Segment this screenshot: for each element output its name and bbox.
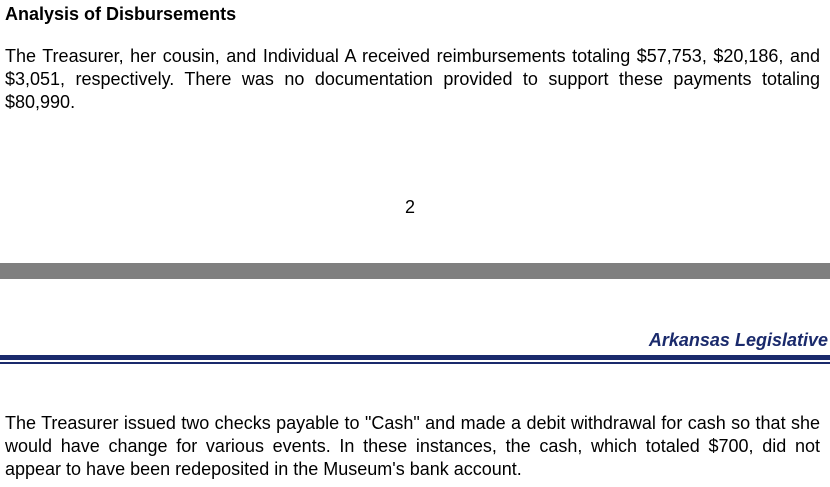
disbursements-paragraph: The Treasurer, her cousin, and Individual A received reimbursements totaling $57,753, $20,186, and $3,051, respectively. There was no documentation provided to support these payments totaling $80,990. — [5, 46, 820, 112]
header-rule-thick — [0, 355, 830, 360]
cash-withdrawal-paragraph: The Treasurer issued two checks payable to "Cash" and made a debit withdrawal for cash so that she would have change for various events. In these instances, the cash, which totaled $700, did not appear to have been redeposited in the Museum's bank account. — [5, 413, 820, 479]
header-rule-thin — [0, 362, 830, 364]
page-number: 2 — [404, 197, 415, 217]
section-heading: Analysis of Disbursements — [5, 4, 237, 24]
page-break-bar — [0, 263, 830, 279]
header-org-name: Arkansas Legislative — [648, 330, 828, 350]
